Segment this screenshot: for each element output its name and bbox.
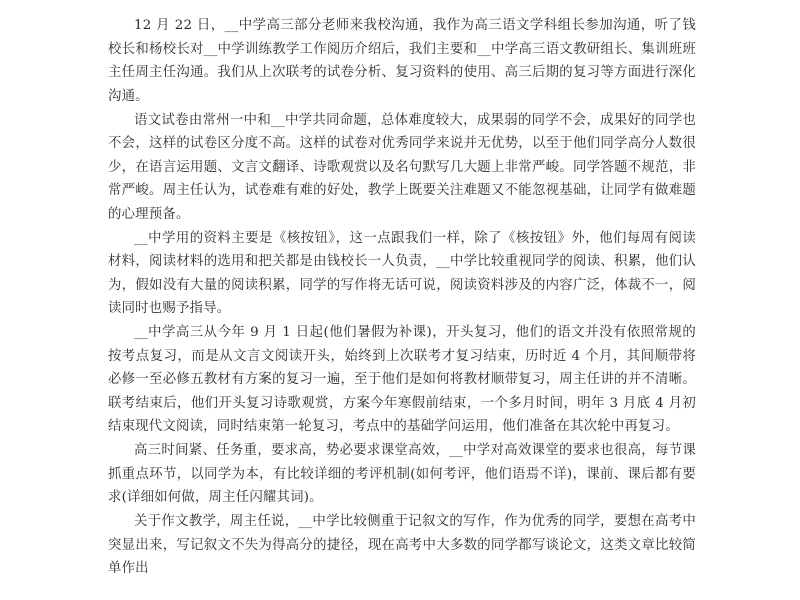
paragraph-2: 语文试卷由常州一中和__中学共同命题，总体难度较大，成果弱的同学不会，成果好的同学也不会，这样的试卷区分度不高。这样的试卷对优秀同学来说并无优势，以至于他们同学高分人数很少，在语言运用题、文言文翻译、诗歌观赏以及名句默写几大题上非常严峻。同学答题不规范，非常严峻。周主任认为，试卷难有难的好处，教学上既要关注难题又不能忽视基础，让同学有做难题的心理预备。 [108, 112, 696, 222]
paragraph-1: 12 月 22 日，__中学高三部分老师来我校沟通，我作为高三语文学科组长参加沟通，听了钱校长和杨校长对__中学训练教学工作阅历介绍后，我们主要和__中学高三语文教研组长、集训班班主任周主任沟通。我们从上次联考的试卷分析、复习资料的使用、高三后期的复习等方面进行深化沟通。 [108, 18, 696, 104]
paragraph-4: __中学高三从今年 9 月 1 日起(他们暑假为补课)，开头复习，他们的语文并没有依照常规的按考点复习，而是从文言文阅读开头，始终到上次联考才复习结束，历时近 4 个月，其间顺带将必修一至必修五教材有方案的复习一遍，至于他们是如何将教材顺带复习，周主任讲的并不清晰。联考结束后，他们开头复习诗歌观赏，方案今年寒假前结束，一个多月时间，明年 3 月底 4 月初结束现代文阅读，同时结束第一轮复习，考点中的基础学问运用，他们准备在其次轮中再复习。 [108, 325, 696, 434]
paragraph-3: __中学用的资料主要是《核按钮》，这一点跟我们一样，除了《核按钮》外，他们每周有阅读材料，阅读材料的选用和把关都是由钱校长一人负责，__中学比较重视同学的阅读、积累，他们认为，假如没有大量的阅读积累，同学的写作将无话可说，阅读资料涉及的内容广泛，体裁不一，阅读同时也赐予指导。 [108, 230, 696, 316]
document-body [108, 14, 696, 581]
paragraph-6: 关于作文教学，周主任说，__中学比较侧重于记叙文的写作，作为优秀的同学，要想在高考中突显出来，写记叙文不失为得高分的捷径，现在高考中大多数的同学都写谈论文，这类文章比较简单作出 [108, 514, 696, 576]
paragraph-5: 高三时间紧、任务重，要求高，势必要求课堂高效，__中学对高效课堂的要求也很高，每节课抓重点环节，以同学为本，有比较详细的考评机制(如何考评，他们语焉不详)，课前、课后都有要求(详细如何做，周主任闪耀其词)。 [108, 443, 696, 505]
